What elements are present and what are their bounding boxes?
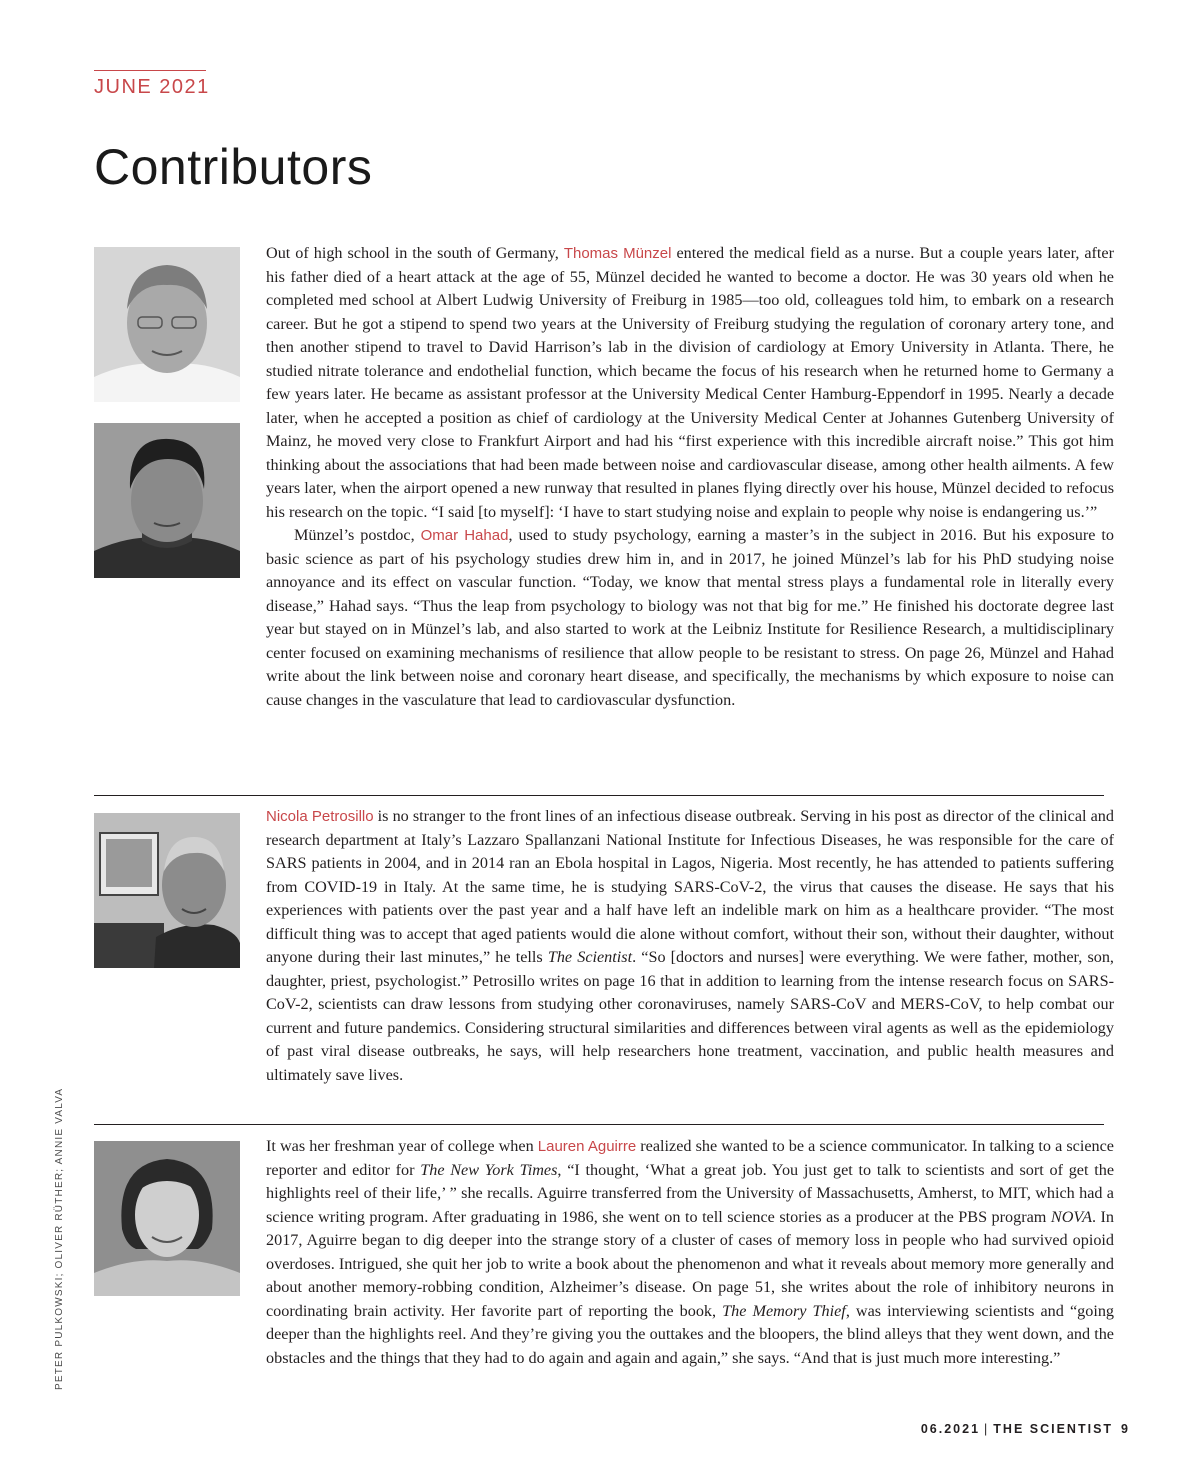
portrait-photo-icon (94, 247, 240, 402)
book-title: The Memory Thief (722, 1301, 846, 1320)
portrait-photo-icon (94, 423, 240, 578)
munzel-text-lead: Out of high school in the south of Germany, (266, 244, 564, 262)
aguirre-text-part-3: . In 2017, Aguirre began to dig deeper into the strange story of a cluster of cases of memory loss in people who had survived opioid overdoses. Intrigued, she quit her job to write a book about the phenomenon and what it reveals about memory more generally and about another memory-robbing condition, Alzheimer’s disease. On page 51, she writes about the role of inhibitory neurons in coordinating brain activity. Her favorite part of reporting the book, (266, 1207, 1114, 1320)
nyt-title: The New York Times (420, 1160, 558, 1179)
petrosillo-text-part-1: is no stranger to the front lines of an infectious disease outbreak. Serving in his post as director of the clinical and research department at Italy’s Lazzaro Spallanzani National Institute for Infectious Diseases, he was responsible for the care of SARS patients in 2004, and in 2014 ran an Ebola hospital in Lagos, Nigeria. Most recently, he has attended to patients suffering from COVID-19 in Italy. At the same time, he is studying SARS-CoV-2, the virus that causes the disease. He says that his experiences with patients over the past year and a half have left an indelible mark on him as a healthcare provider. “The most difficult thing was to accept that aged patients would die alone without comfort, without their son, without their daughter, without anyone during their last minutes,” he tells (266, 807, 1114, 966)
photo-omar-hahad (94, 423, 240, 578)
portrait-photo-icon (94, 1141, 240, 1296)
photo-lauren-aguirre (94, 1141, 240, 1296)
photo-credit: PETER PULKOWSKI; OLIVER RÜTHER; ANNIE VALVA (54, 1087, 65, 1390)
footer-magazine: THE SCIENTIST (993, 1422, 1114, 1436)
aguirre-text-part-1: realized she wanted to be a science communicator. In talking to a science reporter and editor for (266, 1137, 1114, 1179)
aguirre-text-part-4: , was interviewing scientists and “going deeper than the highlights reel. And they’re giving you the outtakes and the bloopers, the blind alleys that they went down, and the obstacles and the things that they had to do again and again and again,” she says. “And that is just much more interesting.” (266, 1301, 1115, 1367)
aguirre-text-lead: It was her freshman year of college when (266, 1137, 538, 1155)
photo-nicola-petrosillo (94, 813, 240, 968)
munzel-text-body: entered the medical field as a nurse. But a couple years later, after his father died of a heart attack at the age of 55, Münzel decided he wanted to become a doctor. He was 30 years old when he completed med school at Albert Ludwig University of Freiburg in 1985—too old, colleagues told him, to embark on a research career. But he got a stipend to spend two years at the University of Freiburg studying the regulation of coronary artery tone, and then another stipend to travel to David Harrison’s lab in the division of cardiology at Emory University in Atlanta. There, he studied nitrate tolerance and endothelial function, which became the focus of his research when he returned home to Germany a few years later. He became as assistant professor at the University Medical Center Hamburg-Eppendorf in 1995. Nearly a decade later, when he accepted a position as chief of cardiology at the University Medical Center at Johannes Gutenberg University of Mainz, he moved very close to Frankfurt Airport and had his “first experience with this incredible aircraft noise.” This got him thinking about the associations that had been made between noise and cardiovascular disease, among other health ailments. A few years later, when the airport opened a new runway that resulted in planes flying directly over his house, Münzel decided to refocus his research on the topic. “I said [to myself]: ‘I have to start studying noise and explain to people why noise is endangering us.’” (266, 244, 1114, 521)
footer-separator: | (984, 1422, 990, 1436)
footer-issue: 06.2021 (920, 1422, 981, 1436)
page-footer (921, 1422, 1130, 1436)
hahad-paragraph (266, 524, 1114, 712)
photo-thomas-munzel (94, 247, 240, 402)
issue-date: JUNE 2021 (94, 76, 210, 98)
petrosillo-text (266, 805, 1114, 1087)
page-number: 9 (1121, 1422, 1130, 1436)
petrosillo-paragraph (266, 805, 1114, 1087)
page-title: Contributors (94, 139, 373, 195)
aguirre-paragraph (266, 1135, 1114, 1370)
contributor-name-munzel: Thomas Münzel (563, 245, 672, 262)
nova-title: NOVA (1050, 1207, 1092, 1226)
contributor-name-petrosillo: Nicola Petrosillo (266, 808, 374, 825)
aguirre-text (266, 1135, 1114, 1370)
aguirre-text-part-2: , “I thought, ‘What a great job. You just get to talk to scientists and sort of get the highlights reel of their life,’ ” she recalls. Aguirre transferred from the University of Massachusetts, Amherst, to MIT, which had a science writing program. After graduating in 1986, she went on to tell science stories as a producer at the PBS program (266, 1160, 1115, 1226)
contributor-name-aguirre: Lauren Aguirre (537, 1138, 637, 1155)
contributor-name-hahad: Omar Hahad (420, 527, 509, 544)
publication-title: The Scientist (547, 948, 633, 966)
munzel-paragraph (266, 242, 1114, 524)
hahad-text-lead: Münzel’s postdoc, (294, 526, 421, 544)
section-divider (94, 1124, 1104, 1125)
portrait-photo-icon (94, 813, 240, 968)
munzel-hahad-text (266, 242, 1114, 712)
section-divider (94, 795, 1104, 796)
petrosillo-text-part-2: . “So [doctors and nurses] were everything. We were father, mother, son, daughter, priest, psychologist.” Petrosillo writes on page 16 that in addition to learning from the intense research focus on SARS-CoV-2, scientists can draw lessons from studying other coronaviruses, namely SARS-CoV and MERS-CoV, to help combat our current and future pandemics. Considering structural similarities and differences between viral agents as well as the epidemiology of past viral disease outbreaks, he says, will help researchers hone treatment, vaccination, and public health measures and ultimately save lives. (266, 948, 1114, 1084)
hahad-text-body: , used to study psychology, earning a master’s in the subject in 2016. But his exposure to basic science as part of his psychology studies drew him in, and in 2017, he joined Münzel’s lab for his PhD studying noise annoyance and its effect on vascular function. “Today, we know that mental stress plays a fundamental role in literally every disease,” Hahad says. “Thus the leap from psychology to biology was not that big for me.” He finished his doctorate degree last year but stayed on in Münzel’s lab, and also started to work at the Leibniz Institute for Resilience Research, a multidisciplinary center focused on examining mechanisms of resilience that allow people to be resistant to stress. On page 26, Münzel and Hahad write about the link between noise and coronary heart disease, and specifically, the mechanisms by which exposure to noise can cause changes in the vasculature that lead to cardiovascular dysfunction. (266, 526, 1115, 709)
issue-date-rule (94, 70, 206, 71)
